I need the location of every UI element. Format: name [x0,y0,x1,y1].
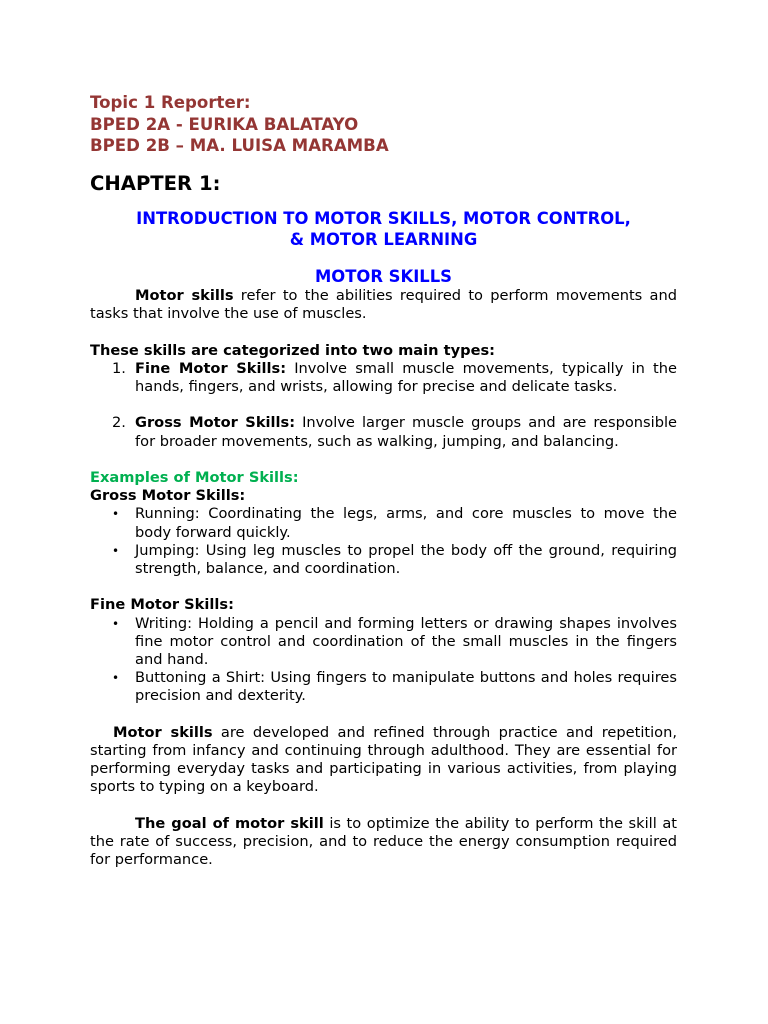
chapter-heading: CHAPTER 1: [90,171,221,195]
list-number: 2. [112,414,126,432]
section-title: MOTOR SKILLS [315,266,452,286]
definition-text: refer to the abilities required to perform movements and tasks that involve the use of muscles. [90,286,677,323]
types-heading: These skills are categorized into two main types: [90,341,495,359]
development-term: Motor skills [113,723,213,741]
reporter-2: BPED 2B – MA. LUISA MARAMBA [90,136,389,155]
goal-paragraph [90,815,677,870]
bullet-icon: • [112,616,120,631]
intro-title-line-1: INTRODUCTION TO MOTOR SKILLS, MOTOR CONTROL, [136,208,631,228]
list-item: • Running: Coordinating the legs, arms, and core muscles to move the body forward quickly. [112,505,677,541]
bullet-icon: • [112,507,120,522]
list-item: • Writing: Holding a pencil and forming letters or drawing shapes involves fine motor control and coordination of the small muscles in the fingers and hand. [112,614,677,668]
list-text: Involve larger muscle groups and are responsible for broader movements, such as walking, jumping, and balancing. [135,414,678,450]
reporter-1: BPED 2A - EURIKA BALATAYO [90,114,359,134]
bullet-icon: • [112,543,120,558]
list-number: 1. [112,359,126,377]
goal-text: is to optimize the ability to perform the skill at the rate of success, precision, and to reduce the energy consumption required for performance. [90,814,677,869]
intro-title [90,208,677,251]
development-text: are developed and refined through practice and repetition, starting from infancy and continuing through adulthood. They are essential for performing everyday tasks and participating in various activities, from playing sports to typing on a keyboard. [90,723,678,796]
list-item [90,414,677,450]
development-paragraph [90,724,677,797]
list-term: Gross Motor Skills: [135,414,296,432]
reporter-label: Topic 1 Reporter: [90,93,251,112]
list-item: • Jumping: Using leg muscles to propel the body off the ground, requiring strength, balance, and coordination. [112,541,677,577]
fine-examples-list [90,615,677,706]
gross-heading: Gross Motor Skills: [90,487,246,505]
definition-paragraph [90,287,677,323]
list-term: Fine Motor Skills: [135,359,287,377]
document-body [90,92,677,869]
types-list [90,360,677,451]
examples-heading: Examples of Motor Skills: [90,468,299,486]
list-text: Involve small muscle movements, typically in the hands, fingers, and wrists, allowing for precise and delicate tasks. [135,359,677,395]
bullet-icon: • [112,671,120,686]
definition-term: Motor skills [135,286,234,304]
intro-title-line-2: & MOTOR LEARNING [289,230,478,250]
gross-examples-list [90,505,677,578]
fine-heading: Fine Motor Skills: [90,596,234,614]
list-item: • Buttoning a Shirt: Using fingers to manipulate buttons and holes requires precision and dexterity. [112,669,677,705]
goal-term: The goal of motor skill [135,814,324,832]
list-item [90,360,677,396]
